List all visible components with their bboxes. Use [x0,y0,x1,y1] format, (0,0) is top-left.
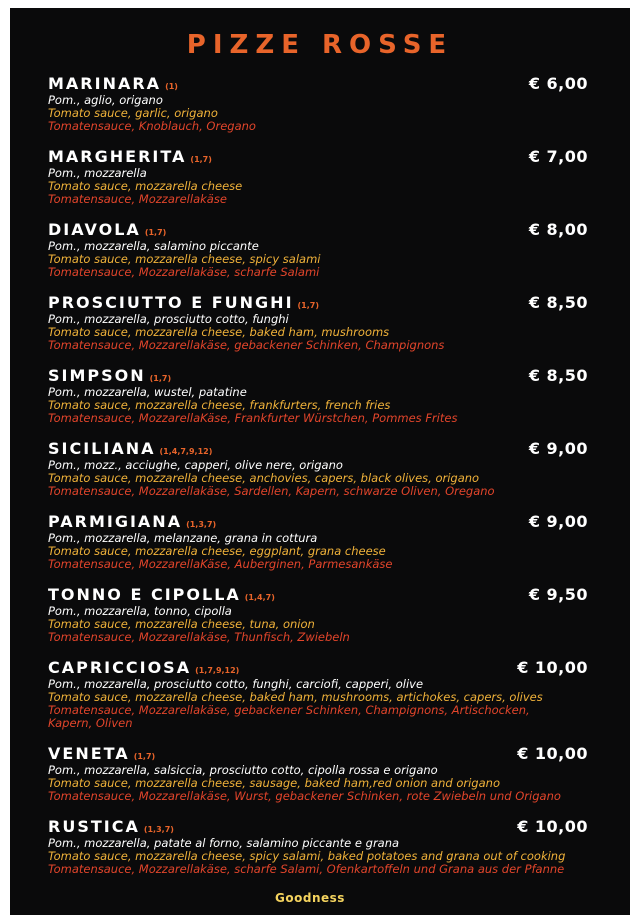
item-title [48,817,174,836]
item-title [48,366,171,385]
description-english: Tomato sauce, mozzarella cheese, baked ham, mushrooms [48,325,390,339]
allergen-codes: (1) [165,82,178,91]
menu-item-marinara [48,74,588,147]
item-title [48,439,212,458]
allergen-codes: (1,3,7) [143,825,174,834]
description-italian: Pom., mozzarella, prosciutto cotto, funghi, carciofi, capperi, olive [48,677,424,691]
item-name: RUSTICA [48,817,140,836]
description-italian: Pom., mozzarella, prosciutto cotto, funghi [48,312,289,326]
item-title [48,147,212,166]
description-english: Tomato sauce, mozzarella cheese, spicy salami, baked potatoes and grana out of cooking [48,849,566,863]
item-price: € 9,00 [528,439,588,458]
item-name: DIAVOLA [48,220,141,239]
menu-item-capricciosa [48,658,588,744]
item-name: MARINARA [48,74,162,93]
description-english: Tomato sauce, mozzarella cheese, frankfurters, french fries [48,398,391,412]
description-german: Tomatensauce, Mozzarellakäse, gebackener Schinken, Champignons, Artischocken, Kapern, Oliven [48,703,530,730]
allergen-codes: (1,7) [149,374,172,383]
item-name: TONNO E CIPOLLA [48,585,241,604]
menu-item-rustica [48,817,588,890]
allergen-codes: (1,7) [190,155,212,164]
menu-items [48,74,588,890]
item-name: MARGHERITA [48,147,187,166]
item-price: € 10,00 [517,817,588,836]
item-name: SICILIANA [48,439,156,458]
description-german: Tomatensauce, MozzarellaKäse, Auberginen, Parmesankäse [48,557,393,571]
description-italian: Pom., mozzarella, salsiccia, prosciutto cotto, cipolla rossa e origano [48,763,438,777]
menu-item-siciliana [48,439,588,512]
item-title [48,658,239,677]
description-italian: Pom., mozzarella, melanzane, grana in cottura [48,531,318,545]
description-german: Tomatensauce, Mozzarellakäse, scharfe Salami [48,265,320,279]
item-price: € 6,00 [528,74,588,93]
item-title [48,585,275,604]
menu-item-parmigiana [48,512,588,585]
description-english: Tomato sauce, mozzarella cheese, spicy salami [48,252,321,266]
allergen-codes: (1,7) [297,301,319,310]
menu-title: PIZZE ROSSE [186,30,454,60]
description-italian: Pom., aglio, origano [48,93,163,107]
item-title [48,512,216,531]
item-name: CAPRICCIOSA [48,658,192,677]
description-german: Tomatensauce, Mozzarellakäse, Sardellen, Kapern, schwarze Oliven, Oregano [48,484,495,498]
item-price: € 8,50 [528,366,588,385]
description-german: Tomatensauce, Mozzarellakäse, Thunfisch, Zwiebeln [48,630,350,644]
item-price: € 10,00 [517,744,588,763]
description-german: Tomatensauce, MozzarellaKäse, Frankfurter Würstchen, Pommes Frites [48,411,458,425]
description-english: Tomato sauce, mozzarella cheese, sausage, baked ham,red onion and origano [48,776,500,790]
item-price: € 9,50 [528,585,588,604]
description-english: Tomato sauce, mozzarella cheese, anchovies, capers, black olives, origano [48,471,480,485]
description-italian: Pom., mozzarella [48,166,147,180]
allergen-codes: (1,7,9,12) [195,666,240,675]
item-name: SIMPSON [48,366,146,385]
menu-item-margherita [48,147,588,220]
menu-board [10,8,630,915]
description-italian: Pom., mozz., acciughe, capperi, olive nere, origano [48,458,343,472]
item-title [48,744,155,763]
description-italian: Pom., mozzarella, patate al forno, salamino piccante e grana [48,836,400,850]
description-english: Tomato sauce, mozzarella cheese, tuna, onion [48,617,315,631]
logo-text: Goodness [275,891,345,905]
allergen-codes: (1,7) [144,228,167,237]
item-title [48,220,166,239]
menu-item-simpson [48,366,588,439]
description-english: Tomato sauce, mozzarella cheese, baked ham, mushrooms, artichokes, capers, olives [48,690,543,704]
item-price: € 10,00 [517,658,588,677]
description-german: Tomatensauce, Mozzarellakäse [48,192,227,206]
item-price: € 8,50 [528,293,588,312]
item-title [48,74,178,93]
description-italian: Pom., mozzarella, wustel, patatine [48,385,247,399]
item-name: VENETA [48,744,130,763]
menu-item-prosciutto-e-funghi [48,293,588,366]
allergen-codes: (1,4,7,9,12) [159,447,213,456]
item-price: € 8,00 [528,220,588,239]
description-italian: Pom., mozzarella, salamino piccante [48,239,259,253]
item-price: € 9,00 [528,512,588,531]
allergen-codes: (1,7) [133,752,156,761]
description-italian: Pom., mozzarella, tonno, cipolla [48,604,232,618]
allergen-codes: (1,4,7) [244,593,275,602]
description-german: Tomatensauce, Mozzarellakäse, scharfe Salami, Ofenkartoffeln und Grana aus der Pfanne [48,862,565,876]
goodness-logo [262,891,358,907]
allergen-codes: (1,3,7) [186,520,217,529]
description-german: Tomatensauce, Mozzarellakäse, Wurst, gebackener Schinken, rote Zwiebeln und Origano [48,789,561,803]
menu-item-veneta [48,744,588,817]
item-name: PARMIGIANA [48,512,183,531]
menu-item-diavola [48,220,588,293]
menu-item-tonno-e-cipolla [48,585,588,658]
description-english: Tomato sauce, garlic, origano [48,106,218,120]
item-price: € 7,00 [528,147,588,166]
description-german: Tomatensauce, Mozzarellakäse, gebackener Schinken, Champignons [48,338,445,352]
description-german: Tomatensauce, Knoblauch, Oregano [48,119,256,133]
description-english: Tomato sauce, mozzarella cheese, eggplant, grana cheese [48,544,386,558]
item-name: PROSCIUTTO E FUNGHI [48,293,294,312]
description-english: Tomato sauce, mozzarella cheese [48,179,243,193]
item-title [48,293,319,312]
